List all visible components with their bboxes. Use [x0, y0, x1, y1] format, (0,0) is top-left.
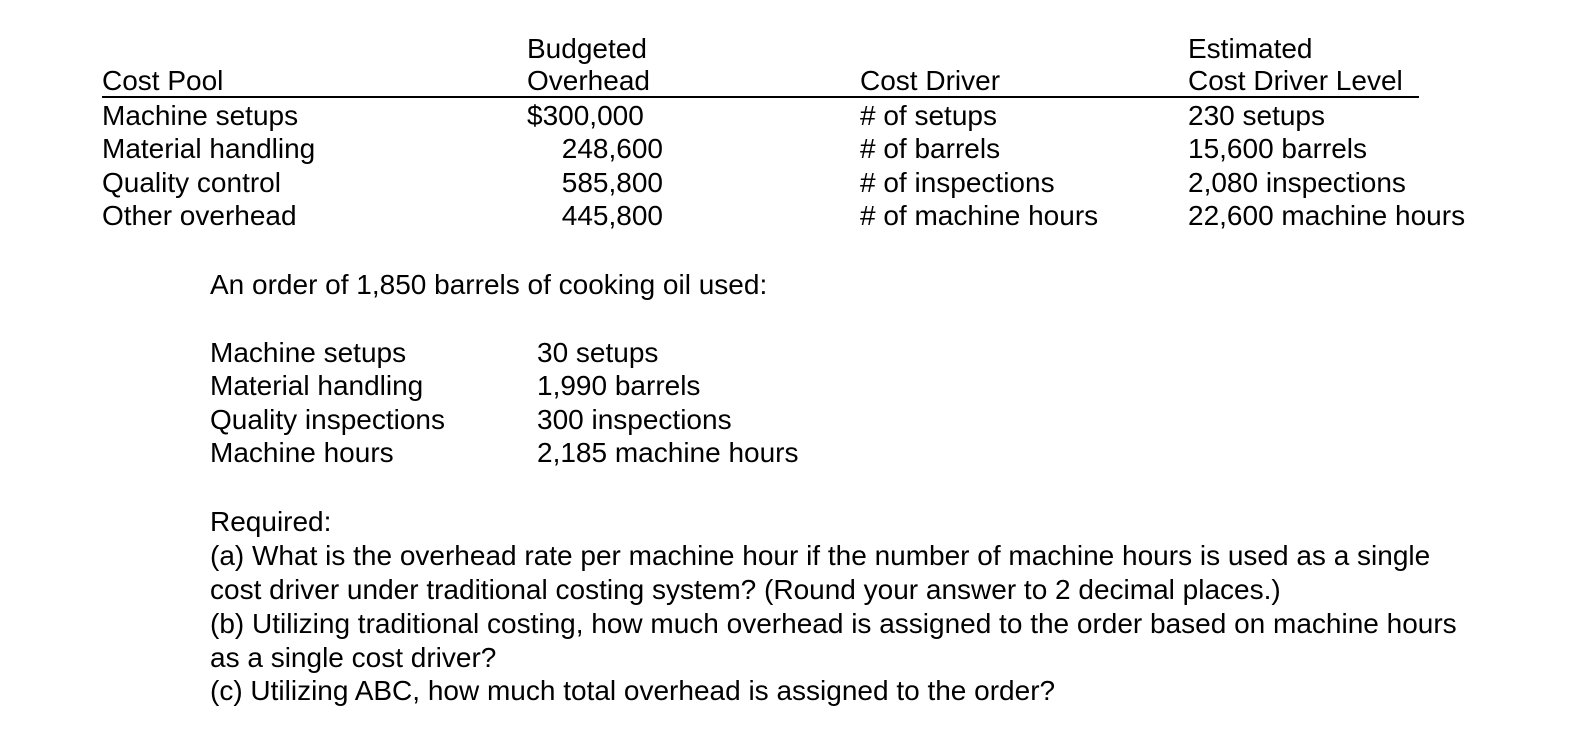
order-item-label: Quality inspections — [210, 404, 446, 435]
order-item-label: Machine setups — [210, 337, 407, 368]
required-line: cost driver under traditional costing system? (Round your answer to 2 decimal places.) — [210, 574, 1281, 605]
row-pool: Quality control — [102, 167, 281, 198]
row-pool: Material handling — [102, 133, 316, 164]
header-underline — [102, 96, 1419, 98]
row-pool: Machine setups — [102, 100, 299, 131]
order-item-value: 30 setups — [537, 337, 659, 368]
order-item-value: 2,185 machine hours — [537, 437, 799, 468]
order-intro: An order of 1,850 barrels of cooking oil used: — [210, 269, 768, 300]
row-overhead: $300,000 — [527, 100, 644, 131]
row-level: 22,600 machine hours — [1188, 200, 1466, 231]
row-driver: # of machine hours — [860, 200, 1099, 231]
required-line: (c) Utilizing ABC, how much total overhead is assigned to the order? — [210, 675, 1056, 706]
order-item-label: Material handling — [210, 370, 424, 401]
row-driver: # of barrels — [860, 133, 1001, 164]
required-line: (b) Utilizing traditional costing, how much overhead is assigned to the order based on machine hours — [210, 608, 1457, 639]
header-budgeted-line2: Overhead — [527, 65, 650, 96]
order-item-value: 300 inspections — [537, 404, 732, 435]
header-cost-driver: Cost Driver — [860, 65, 1001, 96]
header-budgeted-line1: Budgeted — [527, 33, 647, 64]
required-line: (a) What is the overhead rate per machine hour if the number of machine hours is used as a single — [210, 540, 1431, 571]
header-level-line1: Estimated — [1188, 33, 1313, 64]
row-overhead: 585,800 — [561, 167, 663, 198]
header-cost-pool: Cost Pool — [102, 65, 224, 96]
row-level: 230 setups — [1188, 100, 1325, 131]
order-item-value: 1,990 barrels — [537, 370, 701, 401]
row-driver: # of setups — [860, 100, 997, 131]
row-level: 2,080 inspections — [1188, 167, 1406, 198]
order-item-label: Machine hours — [210, 437, 394, 468]
row-overhead: 445,800 — [561, 200, 663, 231]
row-overhead: 248,600 — [561, 133, 663, 164]
row-pool: Other overhead — [102, 200, 297, 231]
required-line: as a single cost driver? — [210, 642, 497, 673]
required-heading: Required: — [210, 506, 332, 537]
row-level: 15,600 barrels — [1188, 133, 1368, 164]
header-level-line2: Cost Driver Level — [1188, 65, 1403, 96]
row-driver: # of inspections — [860, 167, 1055, 198]
